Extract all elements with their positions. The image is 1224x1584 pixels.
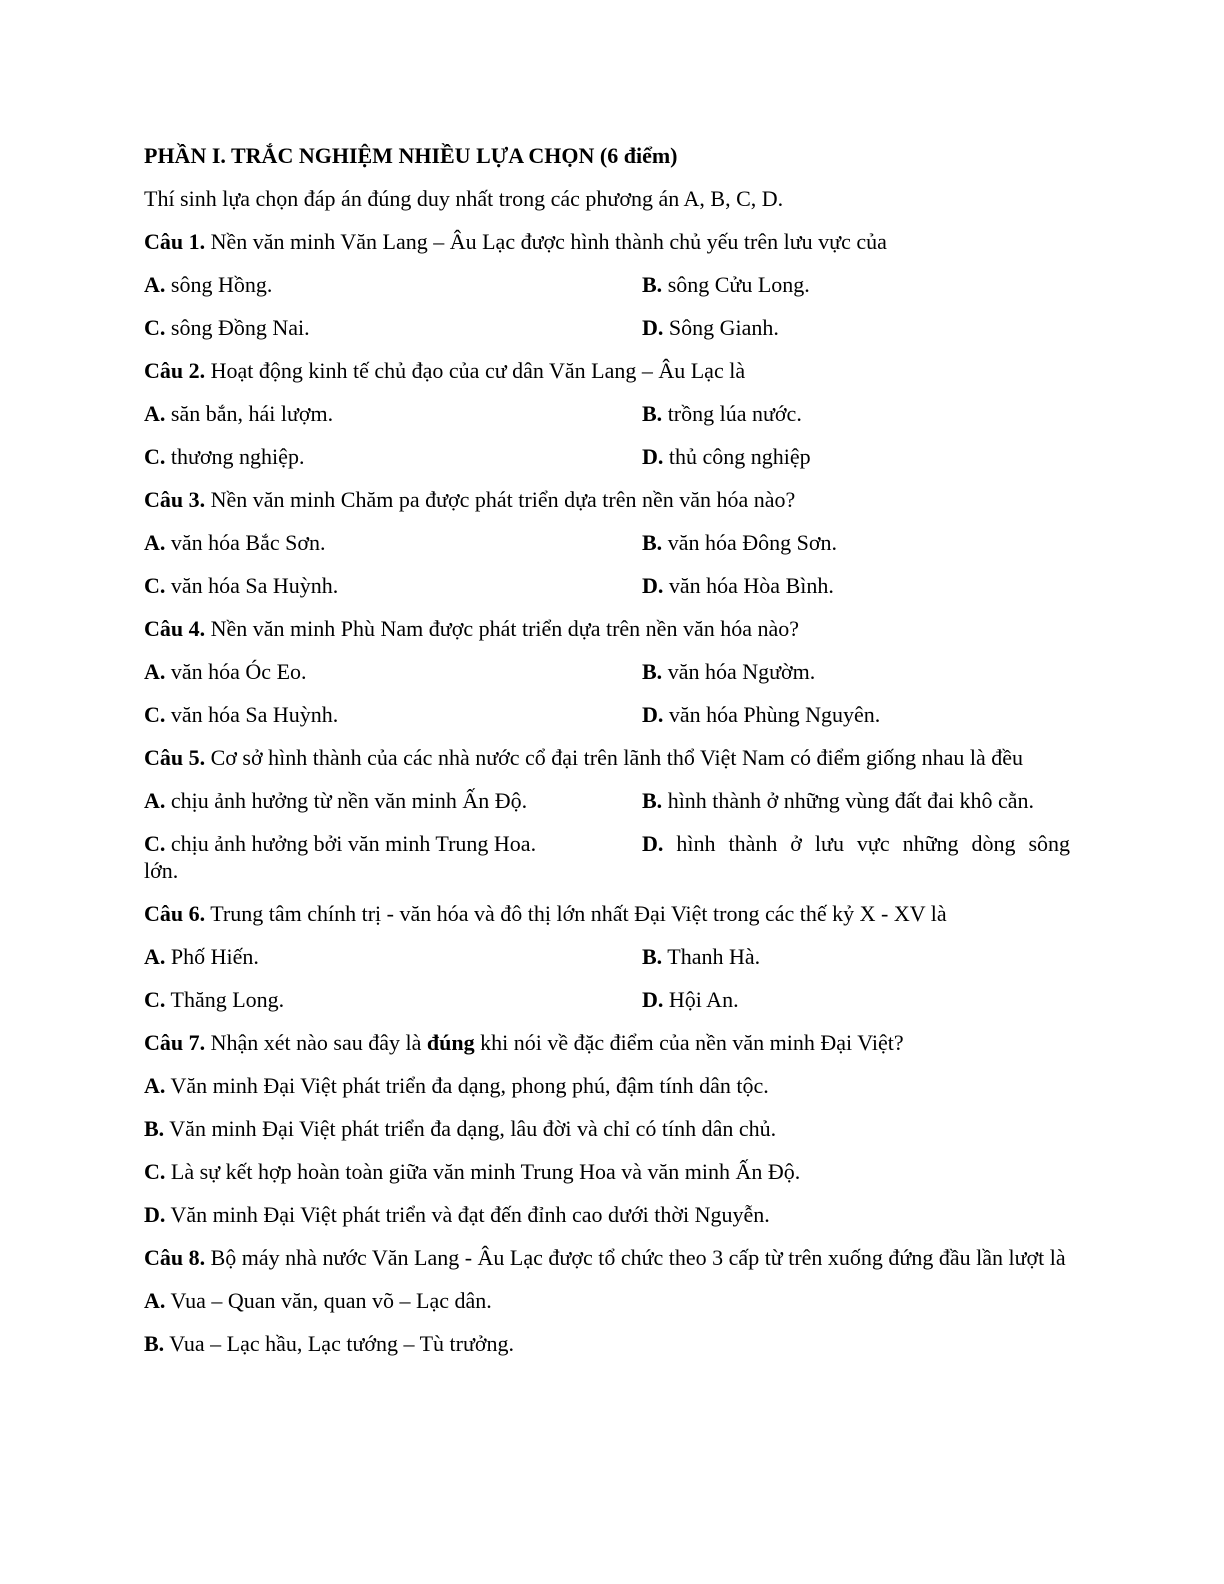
option-letter: A. — [144, 272, 166, 297]
option-b — [642, 943, 1070, 970]
option-text: hình thành ở những vùng đất đai khô cằn. — [667, 788, 1035, 813]
question-7 — [144, 1029, 1070, 1056]
question-2 — [144, 357, 1070, 384]
option-letter: C. — [144, 444, 166, 469]
option-letter: C. — [144, 1159, 166, 1184]
option-a — [144, 1287, 1070, 1314]
option-letter: C. — [144, 315, 166, 340]
options-row — [144, 658, 1070, 685]
option-text: Là sự kết hợp hoàn toàn giữa văn minh Trung Hoa và văn minh Ấn Độ. — [170, 1159, 801, 1184]
option-d-continuation — [144, 857, 1070, 884]
option-letter: A. — [144, 401, 166, 426]
question-text: Cơ sở hình thành của các nhà nước cổ đại trên lãnh thổ Việt Nam có điểm giống nhau là đều — [210, 745, 1024, 770]
option-letter: A. — [144, 788, 166, 813]
question-number: Câu 1. — [144, 229, 206, 254]
option-text: chịu ảnh hưởng từ nền văn minh Ấn Độ. — [170, 788, 528, 813]
option-text: văn hóa Sa Huỳnh. — [170, 573, 339, 598]
section-title: PHẦN I. TRẮC NGHIỆM NHIỀU LỰA CHỌN (6 điểm) — [144, 143, 678, 168]
option-text: lớn. — [144, 858, 179, 883]
option-text: văn hóa Bắc Sơn. — [170, 530, 326, 555]
option-letter: C. — [144, 702, 166, 727]
option-text: Hội An. — [668, 987, 739, 1012]
option-b — [642, 400, 1070, 427]
question-6 — [144, 900, 1070, 927]
option-letter: A. — [144, 530, 166, 555]
question-3 — [144, 486, 1070, 513]
question-1 — [144, 228, 1070, 255]
option-text: trồng lúa nước. — [667, 401, 802, 426]
options-row — [144, 314, 1070, 341]
option-a — [144, 658, 642, 685]
option-d — [642, 443, 1070, 470]
options-row — [144, 830, 1070, 857]
option-letter: D. — [642, 987, 664, 1012]
option-b — [642, 529, 1070, 556]
option-letter: D. — [642, 444, 664, 469]
option-c — [144, 701, 642, 728]
question-text: Trung tâm chính trị - văn hóa và đô thị lớn nhất Đại Việt trong các thế kỷ X - XV là — [210, 901, 947, 926]
option-c — [144, 314, 642, 341]
option-c — [144, 986, 642, 1013]
options-row — [144, 271, 1070, 298]
option-letter: A. — [144, 1288, 166, 1313]
option-text: sông Đồng Nai. — [170, 315, 310, 340]
option-text: Thanh Hà. — [667, 944, 761, 969]
option-text: văn hóa Hòa Bình. — [668, 573, 834, 598]
option-text: văn hóa Sa Huỳnh. — [170, 702, 339, 727]
option-d — [642, 701, 1070, 728]
option-letter: C. — [144, 573, 166, 598]
option-c — [144, 572, 642, 599]
options-row — [144, 572, 1070, 599]
option-c — [144, 830, 642, 857]
option-letter: D. — [144, 1202, 166, 1227]
option-letter: C. — [144, 831, 166, 856]
question-number: Câu 3. — [144, 487, 206, 512]
option-letter: B. — [642, 944, 663, 969]
options-row — [144, 701, 1070, 728]
section-instruction: Thí sinh lựa chọn đáp án đúng duy nhất trong các phương án A, B, C, D. — [144, 186, 784, 211]
option-b — [144, 1115, 1070, 1142]
option-letter: B. — [642, 788, 663, 813]
option-a — [144, 529, 642, 556]
question-text: Hoạt động kinh tế chủ đạo của cư dân Văn Lang – Âu Lạc là — [210, 358, 746, 383]
option-text: Thăng Long. — [170, 987, 285, 1012]
option-text: Văn minh Đại Việt phát triển đa dạng, lâu đời và chỉ có tính dân chủ. — [169, 1116, 777, 1141]
option-letter: B. — [642, 659, 663, 684]
options-row — [144, 787, 1070, 814]
option-letter: D. — [642, 702, 664, 727]
question-text: Nhận xét nào sau đây là — [210, 1030, 422, 1055]
question-number: Câu 7. — [144, 1030, 206, 1055]
question-number: Câu 2. — [144, 358, 206, 383]
option-b — [642, 271, 1070, 298]
option-b — [144, 1330, 1070, 1357]
option-text: văn hóa Óc Eo. — [170, 659, 307, 684]
option-b — [642, 658, 1070, 685]
option-letter: B. — [642, 272, 663, 297]
option-d — [642, 986, 1070, 1013]
question-number: Câu 8. — [144, 1245, 206, 1270]
option-letter: B. — [642, 530, 663, 555]
option-letter: A. — [144, 1073, 166, 1098]
question-5 — [144, 744, 1070, 771]
question-text: Nền văn minh Văn Lang – Âu Lạc được hình thành chủ yếu trên lưu vực của — [210, 229, 887, 254]
option-letter: B. — [144, 1331, 165, 1356]
question-number: Câu 4. — [144, 616, 206, 641]
option-text: thương nghiệp. — [170, 444, 305, 469]
option-a — [144, 400, 642, 427]
question-number: Câu 6. — [144, 901, 206, 926]
options-row — [144, 443, 1070, 470]
option-d — [144, 1201, 1070, 1228]
option-text: hình thành ở lưu vực những dòng sông — [676, 831, 1071, 856]
question-8 — [144, 1244, 1070, 1271]
option-letter: D. — [642, 315, 664, 340]
option-text: Văn minh Đại Việt phát triển và đạt đến đỉnh cao dưới thời Nguyễn. — [170, 1202, 770, 1227]
option-letter: B. — [642, 401, 663, 426]
option-d — [642, 572, 1070, 599]
option-letter: C. — [144, 987, 166, 1012]
option-text: săn bắn, hái lượm. — [170, 401, 334, 426]
option-c — [144, 443, 642, 470]
options-row — [144, 943, 1070, 970]
option-b — [642, 787, 1070, 814]
option-a — [144, 1072, 1070, 1099]
option-letter: A. — [144, 944, 166, 969]
option-letter: A. — [144, 659, 166, 684]
question-emphasis: đúng — [426, 1030, 475, 1055]
option-text: văn hóa Đông Sơn. — [667, 530, 837, 555]
option-text: Vua – Lạc hầu, Lạc tướng – Tù trưởng. — [169, 1331, 515, 1356]
option-text: Phố Hiến. — [170, 944, 259, 969]
option-text: Sông Gianh. — [668, 315, 779, 340]
option-text: chịu ảnh hưởng bởi văn minh Trung Hoa. — [170, 831, 537, 856]
option-text: thủ công nghiệp — [668, 444, 811, 469]
question-text: Bộ máy nhà nước Văn Lang - Âu Lạc được tổ chức theo 3 cấp từ trên xuống đứng đầu lần lượt là — [210, 1245, 1066, 1270]
option-letter: D. — [642, 573, 664, 598]
option-text: văn hóa Phùng Nguyên. — [668, 702, 881, 727]
exam-page — [144, 142, 1070, 1373]
option-letter: D. — [642, 831, 664, 856]
option-a — [144, 943, 642, 970]
option-text: Văn minh Đại Việt phát triển đa dạng, phong phú, đậm tính dân tộc. — [170, 1073, 769, 1098]
question-4 — [144, 615, 1070, 642]
question-text: Nền văn minh Chăm pa được phát triển dựa trên nền văn hóa nào? — [210, 487, 796, 512]
question-number: Câu 5. — [144, 745, 206, 770]
options-row — [144, 529, 1070, 556]
option-c — [144, 1158, 1070, 1185]
options-row — [144, 986, 1070, 1013]
option-d — [642, 830, 1070, 857]
options-row — [144, 400, 1070, 427]
question-text: Nền văn minh Phù Nam được phát triển dựa trên nền văn hóa nào? — [210, 616, 799, 641]
option-a — [144, 787, 642, 814]
option-d — [642, 314, 1070, 341]
option-text: Vua – Quan văn, quan võ – Lạc dân. — [170, 1288, 492, 1313]
option-text: sông Cửu Long. — [667, 272, 810, 297]
option-text: văn hóa Ngườm. — [667, 659, 816, 684]
option-a — [144, 271, 642, 298]
option-letter: B. — [144, 1116, 165, 1141]
question-text: khi nói về đặc điểm của nền văn minh Đại Việt? — [480, 1030, 904, 1055]
option-text: sông Hồng. — [170, 272, 273, 297]
